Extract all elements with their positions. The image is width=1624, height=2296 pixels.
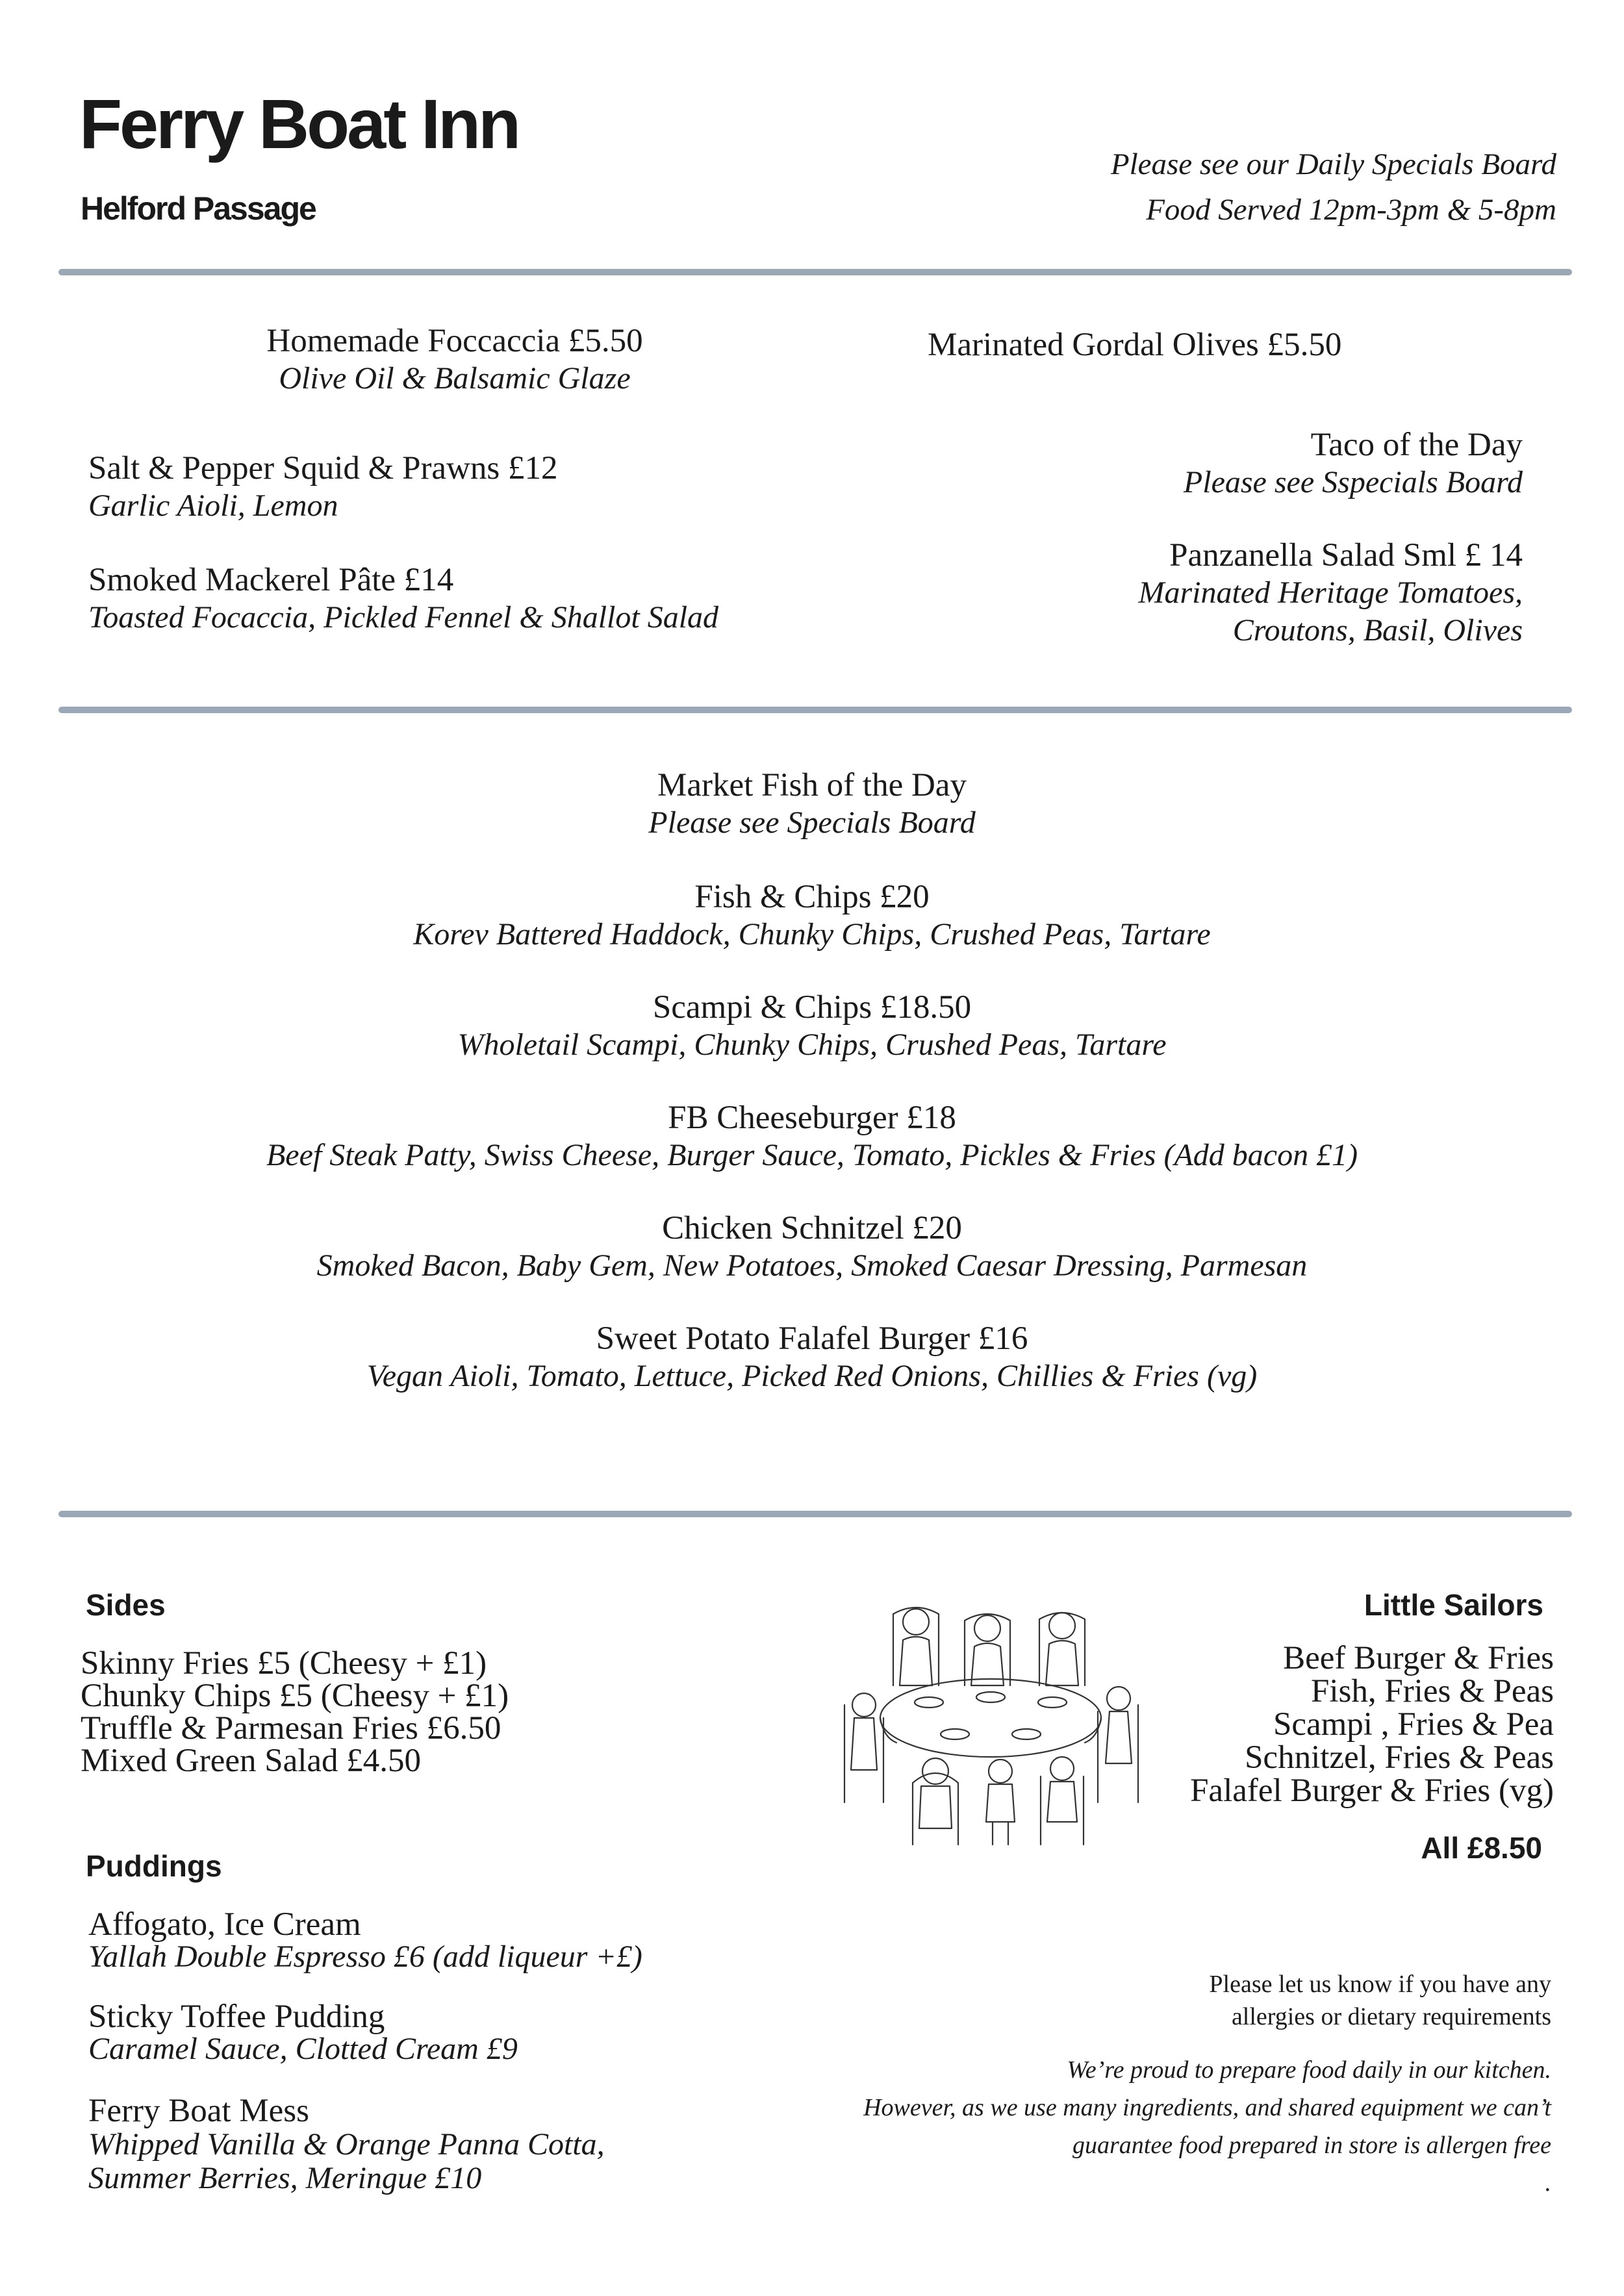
main-item bbox=[0, 1099, 1624, 1174]
item-desc: Please see Sspecials Board bbox=[1183, 465, 1523, 499]
item-mackerel bbox=[88, 561, 718, 637]
divider-top bbox=[58, 269, 1572, 275]
main-item bbox=[0, 878, 1624, 953]
item-desc: Olive Oil & Balsamic Glaze bbox=[279, 361, 631, 396]
item-squid bbox=[88, 449, 558, 525]
item-desc-line2: Summer Berries, Meringue £10 bbox=[88, 2161, 482, 2195]
item-name: Ferry Boat Mess bbox=[88, 2093, 309, 2129]
item-name: Fish & Chips £20 bbox=[694, 879, 930, 915]
pudding-mess bbox=[88, 2094, 605, 2195]
item-desc: Please see Specials Board bbox=[648, 805, 976, 840]
list-item: Truffle & Parmesan Fries £6.50 bbox=[81, 1710, 501, 1747]
allergy-line2: allergies or dietary requirements bbox=[1231, 2003, 1551, 2030]
item-panzanella bbox=[1138, 536, 1523, 650]
item-name: Marinated Gordal Olives £5.50 bbox=[928, 327, 1342, 363]
item-desc: Smoked Bacon, Baby Gem, New Potatoes, Smoked Caesar Dressing, Parmesan bbox=[316, 1248, 1308, 1283]
main-item bbox=[0, 1320, 1624, 1395]
item-desc-line1: Marinated Heritage Tomatoes, bbox=[1138, 575, 1523, 610]
divider-middle bbox=[58, 707, 1572, 713]
list-item: Mixed Green Salad £4.50 bbox=[81, 1743, 422, 1779]
item-olives bbox=[928, 326, 1341, 364]
little-sailors-heading: Little Sailors bbox=[1364, 1588, 1543, 1622]
item-foccaccia bbox=[195, 322, 715, 397]
pudding-sticky-toffee bbox=[88, 2000, 518, 2065]
disclaimer-line3: guarantee food prepared in store is allergen free bbox=[1072, 2132, 1551, 2159]
item-desc: Beef Steak Patty, Swiss Cheese, Burger Sauce, Tomato, Pickles & Fries (Add bacon £1) bbox=[266, 1138, 1358, 1172]
item-name: Salt & Pepper Squid & Prawns £12 bbox=[88, 450, 558, 486]
family-dinner-sketch-icon bbox=[838, 1588, 1143, 1848]
item-name: Scampi & Chips £18.50 bbox=[652, 989, 972, 1026]
disclaimer-line2: However, as we use many ingredients, and shared equipment we can’t bbox=[863, 2094, 1551, 2121]
little-sailors-list bbox=[1190, 1642, 1554, 1808]
puddings-heading: Puddings bbox=[86, 1849, 222, 1883]
item-name: FB Cheeseburger £18 bbox=[668, 1100, 956, 1136]
divider-bottom bbox=[58, 1511, 1572, 1517]
item-desc: Toasted Focaccia, Pickled Fennel & Shallot Salad bbox=[88, 600, 719, 635]
allergy-line1: Please let us know if you have any bbox=[1209, 1971, 1551, 1998]
list-item: Beef Burger & Fries bbox=[1283, 1640, 1554, 1676]
header-note bbox=[1111, 142, 1556, 233]
header-note-line2: Food Served 12pm-3pm & 5-8pm bbox=[1146, 193, 1556, 227]
item-name: Affogato, Ice Cream bbox=[88, 1906, 361, 1943]
list-item: Schnitzel, Fries & Peas bbox=[1245, 1739, 1554, 1776]
page-subtitle: Helford Passage bbox=[81, 190, 316, 227]
list-item: Chunky Chips £5 (Cheesy + £1) bbox=[81, 1678, 509, 1714]
item-desc: Vegan Aioli, Tomato, Lettuce, Picked Red Onions, Chillies & Fries (vg) bbox=[366, 1359, 1258, 1393]
item-name: Taco of the Day bbox=[1310, 427, 1523, 463]
allergen-disclaimer bbox=[863, 2051, 1551, 2202]
item-desc: Korev Battered Haddock, Chunky Chips, Crushed Peas, Tartare bbox=[413, 917, 1211, 952]
list-item: Skinny Fries £5 (Cheesy + £1) bbox=[81, 1645, 487, 1682]
allergy-notice bbox=[1209, 1968, 1551, 2033]
item-desc: Wholetail Scampi, Chunky Chips, Crushed Peas, Tartare bbox=[457, 1028, 1167, 1062]
disclaimer-line1: We’re proud to prepare food daily in our kitchen. bbox=[1067, 2056, 1551, 2084]
pudding-affogato bbox=[88, 1908, 642, 1973]
item-name: Panzanella Salad Sml £ 14 bbox=[1169, 537, 1523, 574]
main-item bbox=[0, 989, 1624, 1064]
item-desc: Caramel Sauce, Clotted Cream £9 bbox=[88, 2032, 518, 2066]
item-name: Chicken Schnitzel £20 bbox=[662, 1210, 962, 1246]
list-item: Scampi , Fries & Pea bbox=[1273, 1706, 1554, 1743]
item-taco bbox=[1184, 426, 1523, 501]
list-item: Fish, Fries & Peas bbox=[1310, 1673, 1554, 1709]
main-item bbox=[0, 766, 1624, 842]
item-name: Smoked Mackerel Pâte £14 bbox=[88, 562, 454, 598]
little-sailors-price: All £8.50 bbox=[1421, 1831, 1542, 1865]
item-name: Market Fish of the Day bbox=[657, 767, 967, 803]
item-desc: Yallah Double Espresso £6 (add liqueur +£) bbox=[88, 1939, 642, 1974]
sides-list bbox=[81, 1647, 509, 1777]
list-item: Falafel Burger & Fries (vg) bbox=[1190, 1772, 1554, 1809]
item-name: Homemade Foccaccia £5.50 bbox=[266, 323, 643, 359]
page-title: Ferry Boat Inn bbox=[79, 84, 519, 163]
header-note-line1: Please see our Daily Specials Board bbox=[1110, 147, 1556, 181]
item-desc: Garlic Aioli, Lemon bbox=[88, 488, 338, 523]
sides-heading: Sides bbox=[86, 1588, 166, 1622]
disclaimer-line4: . bbox=[1545, 2169, 1551, 2197]
item-desc-line2: Croutons, Basil, Olives bbox=[1232, 613, 1523, 648]
item-name: Sweet Potato Falafel Burger £16 bbox=[596, 1320, 1028, 1357]
main-item bbox=[0, 1209, 1624, 1285]
item-name: Sticky Toffee Pudding bbox=[88, 1999, 385, 2035]
item-desc-line1: Whipped Vanilla & Orange Panna Cotta, bbox=[88, 2127, 605, 2162]
